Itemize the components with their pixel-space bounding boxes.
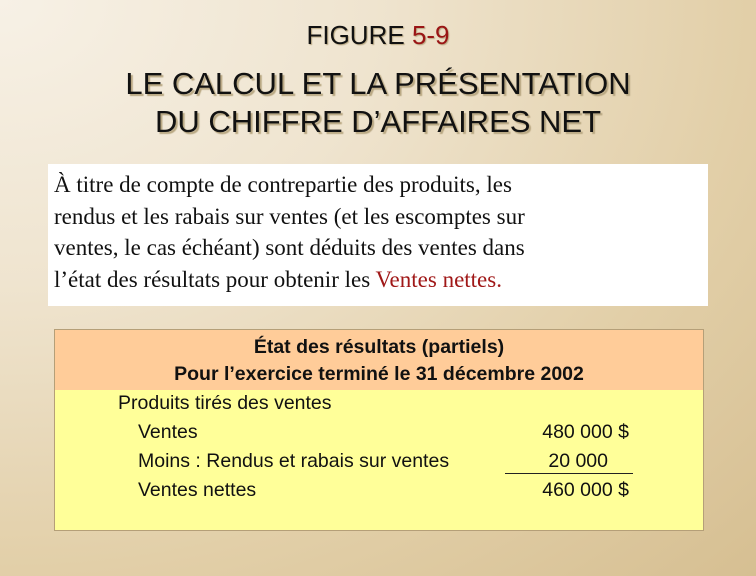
page-title: [0, 65, 756, 141]
explanation-line-3: ventes, le cas échéant) sont déduits des ventes dans: [54, 235, 525, 260]
statement-header-title: État des résultats (partiels): [253, 336, 505, 358]
statement-row-sales-amount: 480 000 $: [542, 421, 629, 443]
statement-row-net-sales-amount: 460 000 $: [542, 479, 629, 501]
statement-row-net-sales-label: Ventes nettes: [138, 479, 257, 501]
explanation-line-2: rendus et les rabais sur ventes (et les escomptes sur: [54, 203, 525, 229]
explanation-box: [48, 164, 708, 306]
statement-row-returns-amount: 20 000: [548, 450, 608, 472]
subtotal-underline: [505, 473, 633, 474]
explanation-line-1: À titre de compte de contrepartie des produits, les: [54, 172, 512, 197]
statement-header: [55, 330, 703, 390]
title-line-2: DU CHIFFRE D’AFFAIRES NET: [154, 104, 602, 139]
income-statement: [54, 329, 704, 531]
explanation-line-4: [54, 264, 702, 296]
figure-number: 5-9: [411, 20, 450, 50]
figure-label: [0, 20, 756, 51]
net-sales-highlight: Ventes nettes: [375, 266, 497, 292]
statement-row-returns-label: Moins : Rendus et rabais sur ventes: [138, 450, 450, 472]
explanation-line-4-suffix: .: [496, 266, 502, 292]
statement-header-period: Pour l’exercice terminé le 31 décembre 2002: [174, 363, 584, 385]
title-line-1: LE CALCUL ET LA PRÉSENTATION: [125, 66, 631, 101]
statement-row-sales-label: Ventes: [138, 421, 198, 443]
explanation-line-4-prefix: l’état des résultats pour obtenir les: [54, 266, 376, 292]
statement-section-label: Produits tirés des ventes: [118, 392, 332, 414]
figure-label-prefix: FIGURE: [306, 20, 405, 50]
